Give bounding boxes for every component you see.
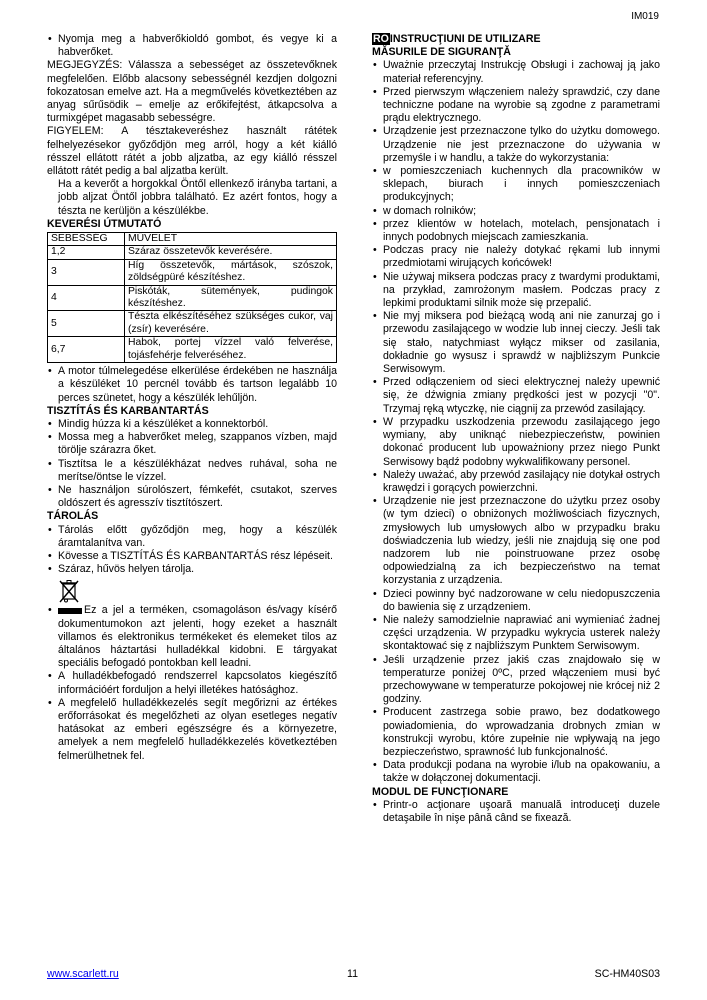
table-cell-speed: 3 bbox=[48, 259, 125, 285]
list-item: • A motor túlmelegedése elkerülése érdekében ne használja a készüléket 10 percnél tovább és tartson legalább 10 perces szünetet, hogy a készülék lehűljön. bbox=[47, 365, 337, 405]
list-item: • Nyomja meg a habverőkioldó gombot, és vegye ki a habverőket. bbox=[47, 33, 337, 59]
list-item: • Przed pierwszym włączeniem należy sprawdzić, czy dane techniczne podane na wyrobie są zgodne z parametrami prądu elektrycznego. bbox=[372, 86, 660, 126]
warning-paragraph: FIGYELEM: A tésztakeveréshez használt rátétek felhelyezésekor győződjön meg arról, hogy a két kiálló résszel ellátott rátét a jobb aljzatba, az egy kiálló résszel ellátott rátét pedig a bal aljzatba került. bbox=[47, 125, 337, 178]
table-cell-operation: Híg összetevők, mártások, szószok, zöldségpüré készítéshez. bbox=[125, 259, 337, 285]
list-item: • Printr-o acţionare uşoară manuală introduceţi duzele detaşabile în nişe până când se fixează. bbox=[372, 799, 660, 825]
table-cell-speed: 6,7 bbox=[48, 337, 125, 363]
section-heading-storage: TÁROLÁS bbox=[47, 510, 99, 523]
footer-model: SC-HM40S03 bbox=[594, 968, 660, 980]
list-item: • Data produkcji podana na wyrobie i/lub na opakowaniu, a także w dołączonej dokumentacji. bbox=[372, 759, 660, 785]
table-row bbox=[48, 311, 337, 337]
list-item: • W przypadku uszkodzenia przewodu zasilającego jego wymiany, aby uniknąć niebezpieczeństw, powinien dokonać producent lub upoważniony przez niego Punkt Serwisowy bądź podobny wykwalifikowany personel. bbox=[372, 416, 660, 469]
list-item: • Tárolás előtt győződjön meg, hogy a készülék áramtalanítva van. bbox=[47, 524, 337, 550]
table-cell-operation: Száraz összetevők keverésére. bbox=[125, 246, 337, 259]
list-item: • Dzieci powinny być nadzorowane w celu niedopuszczenia do bawienia się z urządzeniem. bbox=[372, 588, 660, 614]
hook-paragraph: Ha a keverőt a horgokkal Öntől ellenkező irányba tartani, a jobb aljzat Öntől jobbra található. Ez azért fontos, hogy a tészta ne kerüljön a készülékbe. bbox=[58, 178, 337, 217]
table-cell-speed: 4 bbox=[48, 285, 125, 311]
table-header-row bbox=[48, 233, 337, 246]
list-item-weee bbox=[47, 604, 337, 670]
list-item: • przez klientów w hotelach, motelach, pensjonatach i innych podobnych miejscach zamieszkania. bbox=[372, 218, 660, 244]
left-column bbox=[47, 33, 337, 763]
note-paragraph: MEGJEGYZÉS: Válassza a sebességet az összetevőknek megfelelően. Előbb alacsony sebességnél kezdjen dolgozni fokozatosan emelve azt. Ha a megművelés következtében az anyag sűrűsödik – emelje az erőkifejtést, átkapcsolva a turmixgépet magasabb sebességre. bbox=[47, 59, 337, 125]
list-item: • Producent zastrzega sobie prawo, bez dodatkowego powiadomienia, do wprowadzania drobnych zmian w konstrukcji wyrobu, które zupełnie nie wpływają na jego bezpieczeństwo, sprawność lub funkcjonalność. bbox=[372, 706, 660, 759]
list-item: • w domach rolników; bbox=[372, 205, 660, 218]
list-item: • w pomieszczeniach kuchennych dla pracowników w sklepach, biurach i innych pomieszczeniach produkcyjnych; bbox=[372, 165, 660, 205]
mixing-table bbox=[47, 232, 337, 363]
table-cell-operation: Habok, portej vízzel való felverése, tojásfehérje felveréséhez. bbox=[125, 337, 337, 363]
table-row bbox=[48, 259, 337, 285]
list-item: • Tisztítsa le a készülékházat nedves ruhával, soha ne merítse/öntse le vízzel. bbox=[47, 458, 337, 484]
section-heading-safety: MĂSURILE DE SIGURANŢĂ bbox=[372, 46, 511, 59]
weee-symbol bbox=[47, 578, 337, 604]
section-heading-instructions bbox=[372, 33, 660, 46]
website-link[interactable]: www.scarlett.ru bbox=[47, 968, 119, 980]
list-item: • Urządzenie jest przeznaczone tylko do użytku domowego. Urządzenie nie jest przeznaczone do używania w przemyśle i w handlu, a także do wykorzystania: bbox=[372, 125, 660, 165]
model-code: IM019 bbox=[631, 11, 659, 22]
language-tag: RO bbox=[373, 33, 389, 45]
list-item: • Przed odłączeniem od sieci elektrycznej należy upewnić się, że dźwignia zmiany prędkości jest w pozycji "0". Trzymaj ręką wtyczkę, nie ciągnij za przewód zasilający. bbox=[372, 376, 660, 416]
list-item: • A hulladékbefogadó rendszerrel kapcsolatos kiegészítő információért forduljon a helyi illetékes hatósághoz. bbox=[47, 670, 337, 696]
table-cell-operation: Piskóták, sütemények, pudingok készítéshez. bbox=[125, 285, 337, 311]
table-row bbox=[48, 285, 337, 311]
list-item: • Urządzenie nie jest przeznaczone do użytku przez osoby (w tym dzieci) o obniżonych możliwościach fizycznych, zmysłowych lub umysłowych albo w przypadku braku doświadczenia lub wiedzy, jeśli nie znajdują się one pod nadzorem lub nie poinstruowane przez osobę odpowiedzialną za ich bezpieczeństwo na temat korzystania z urządzenia. bbox=[372, 495, 660, 587]
list-item: • Nie używaj miksera podczas pracy z twardymi produktami, na przykład, zamrożonym masłem. Podczas pracy z lepkimi produktami silnik może się przepalić. bbox=[372, 271, 660, 311]
list-item: • Száraz, hűvös helyen tárolja. bbox=[47, 563, 337, 576]
list-item: • Mindig húzza ki a készüléket a konnektorból. bbox=[47, 418, 337, 431]
page-number: 11 bbox=[347, 968, 358, 980]
section-heading-cleaning: TISZTÍTÁS ÉS KARBANTARTÁS bbox=[47, 404, 209, 417]
table-cell-speed: 5 bbox=[48, 311, 125, 337]
table-header-cell: MŰVELET bbox=[125, 233, 337, 246]
list-item: • Należy uważać, aby przewód zasilający nie dotykał ostrych krawędzi i gorących powierzchni. bbox=[372, 469, 660, 495]
list-item: • Podczas pracy nie należy dotykać rękami lub innymi przedmiotami wirujących końcówek! bbox=[372, 244, 660, 270]
weee-text: Ez a jel a terméken, csomagoláson és/vagy kísérő dokumentumokon azt jelenti, hogy ezeket a használt villamos és elektronikus termékeket és elemeket tilos az általános háztartási hulladékkal kidobni. E tárgyakat speciális befogadó pontokban kell leadni. bbox=[58, 604, 337, 670]
right-column bbox=[372, 33, 660, 825]
list-item: • Nie należy samodzielnie naprawiać ani wymieniać żadnej części urządzenia. W przypadku wykrycia usterek należy skontaktować się z najbliższym Punktem Serwisowym. bbox=[372, 614, 660, 654]
table-row bbox=[48, 246, 337, 259]
table-header-cell: SEBESSÉG bbox=[48, 233, 125, 246]
table-cell-speed: 1,2 bbox=[48, 246, 125, 259]
crossed-out-bin-icon bbox=[57, 578, 81, 604]
list-item: • A megfelelő hulladékkezelés segít megőrizni az értékes erőforrásokat és megelőzheti az olyan esetleges negatív hatásokat az emberi egészségre és a környezetre, amelyek a nem megfelelő hulladékkezelés következtében felmerülhetnek fel. bbox=[47, 697, 337, 763]
table-row bbox=[48, 337, 337, 363]
instructions-title: INSTRUCŢIUNI DE UTILIZARE bbox=[389, 33, 541, 45]
list-item: • Mossa meg a habverőket meleg, szappanos vízben, majd törölje szárazra őket. bbox=[47, 431, 337, 457]
list-item: • Jeśli urządzenie przez jakiś czas znajdowało się w temperaturze poniżej 0ºC, przed włączeniem musi być przechowywane w temperaturze pokojowej nie krócej niż 2 godziny. bbox=[372, 654, 660, 707]
section-heading-operation: MODUL DE FUNCŢIONARE bbox=[372, 785, 509, 798]
list-item: • Ne használjon súrolószert, fémkefét, csutakot, szerves oldószert és agresszív tisztítószert. bbox=[47, 484, 337, 510]
black-bar-icon bbox=[58, 608, 82, 614]
list-item: • Uważnie przeczytaj Instrukcję Obsługi i zachowaj ją jako materiał referencyjny. bbox=[372, 59, 660, 85]
list-item: • Kövesse a TISZTÍTÁS ÉS KARBANTARTÁS rész lépéseit. bbox=[47, 550, 337, 563]
list-item: • Nie myj miksera pod bieżącą wodą ani nie zanurzaj go i przewodu zasilającego w wodzie lub innej cieczy. Jeśli tak się stało, natychmiast wyłącz mikser od zasilania, dokładnie go wysusz i sprawdź w najbliższym Punkcie Serwisowym. bbox=[372, 310, 660, 376]
table-cell-operation: Tészta elkészítéséhez szükséges cukor, vaj (zsír) keverésére. bbox=[125, 311, 337, 337]
section-heading-mixing: KEVERÉSI ÚTMUTATÓ bbox=[47, 217, 162, 230]
